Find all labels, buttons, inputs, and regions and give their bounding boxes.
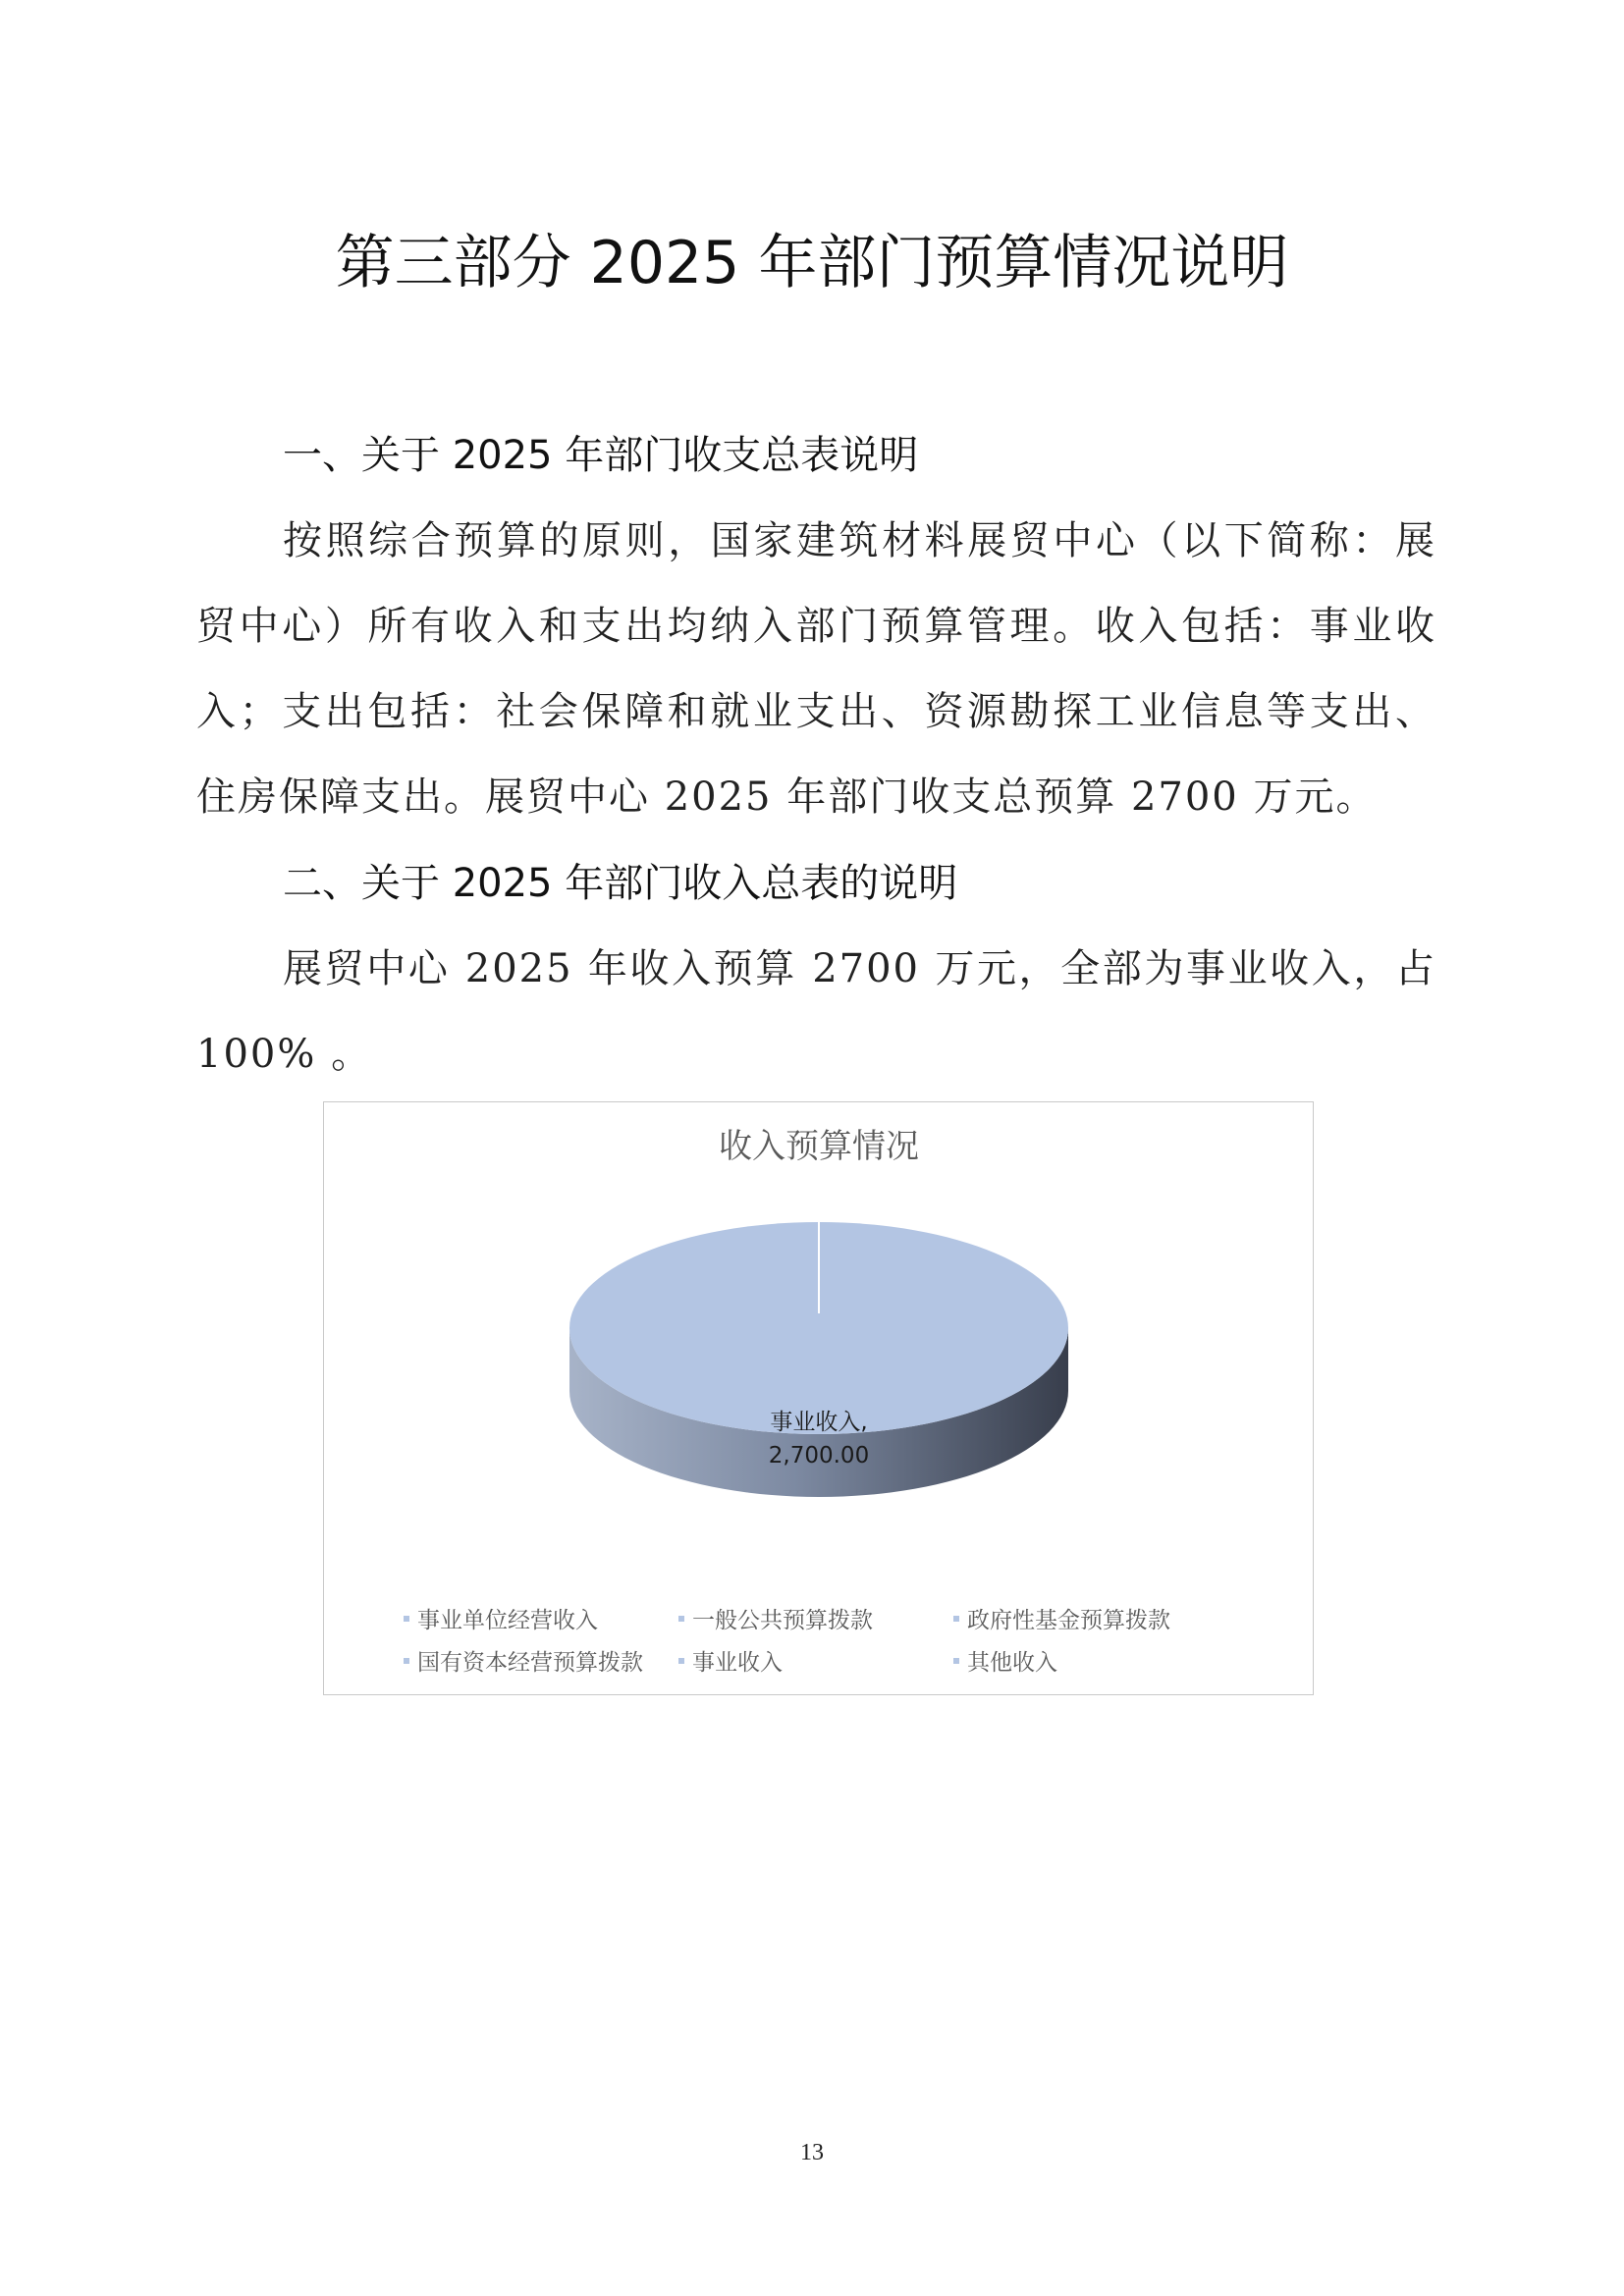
chart-legend bbox=[404, 1608, 1170, 1676]
legend-marker bbox=[404, 1658, 409, 1664]
legend-marker bbox=[953, 1616, 959, 1622]
legend-marker bbox=[404, 1616, 409, 1622]
section2-para-line-2: 100% 。 bbox=[196, 1032, 373, 1077]
section1-heading: 一、关于 2025 年部门收支总表说明 bbox=[283, 433, 919, 478]
section1-para-line-3: 入；支出包括：社会保障和就业支出、资源勘探工业信息等支出、 bbox=[196, 689, 1436, 734]
page-title: 第三部分 2025 年部门预算情况说明 bbox=[335, 229, 1289, 297]
section1-para-line-4: 住房保障支出。展贸中心 2025 年部门收支总预算 2700 万元。 bbox=[196, 774, 1378, 820]
legend-marker bbox=[678, 1616, 684, 1622]
legend-entry: 其他收入 bbox=[967, 1650, 1057, 1676]
section1-para-line-2: 贸中心）所有收入和支出均纳入部门预算管理。收入包括：事业收 bbox=[196, 604, 1436, 649]
legend-marker bbox=[678, 1658, 684, 1664]
chart-title: 收入预算情况 bbox=[719, 1127, 919, 1166]
section2-para-line-1: 展贸中心 2025 年收入预算 2700 万元，全部为事业收入，占 bbox=[283, 946, 1436, 991]
legend-entry: 政府性基金预算拨款 bbox=[967, 1608, 1170, 1633]
legend-entry: 国有资本经营预算拨款 bbox=[417, 1650, 643, 1676]
data-label-name: 事业收入, bbox=[770, 1410, 868, 1435]
income-budget-chart bbox=[323, 1101, 1314, 1695]
data-label-value: 2,700.00 bbox=[768, 1443, 870, 1468]
section1-para-line-1: 按照综合预算的原则，国家建筑材料展贸中心（以下简称：展 bbox=[283, 518, 1436, 563]
section2-heading: 二、关于 2025 年部门收入总表的说明 bbox=[283, 861, 958, 906]
page-number: 13 bbox=[800, 2140, 824, 2165]
legend-entry: 事业收入 bbox=[692, 1650, 783, 1676]
legend-entry: 一般公共预算拨款 bbox=[692, 1608, 873, 1633]
legend-marker bbox=[953, 1658, 959, 1664]
chart-svg bbox=[324, 1102, 1315, 1696]
legend-entry: 事业单位经营收入 bbox=[417, 1608, 598, 1633]
